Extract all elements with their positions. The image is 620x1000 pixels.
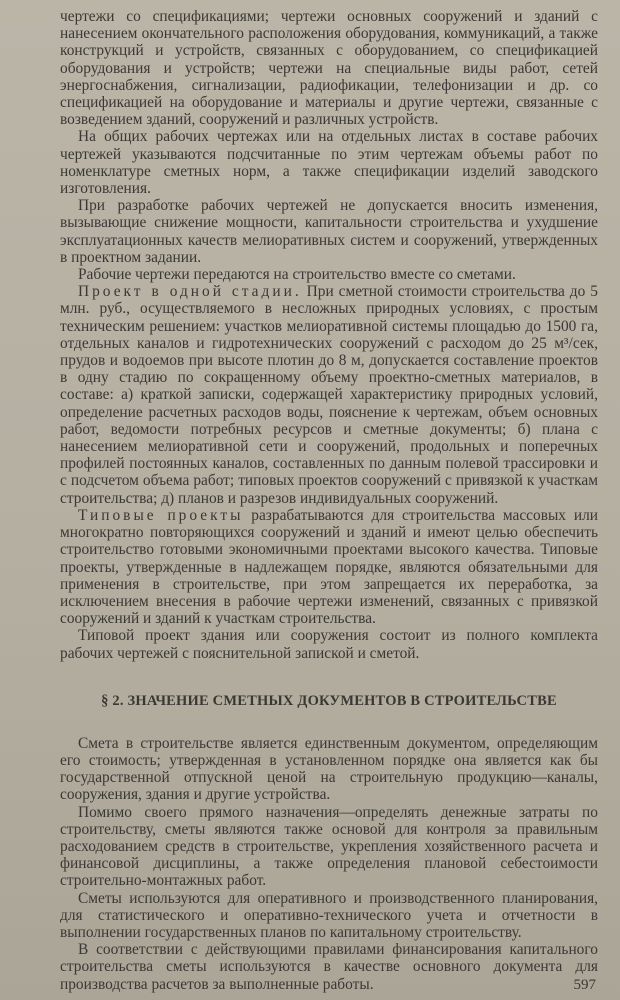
typical-projects-text: разрабатываются для строительства массовых или многократно повторяющихся сооружений и зданий и имеют целью обеспечить строительство готовыми экономичными проектами высокого качества. Типовые проекты, утвержденные в надлежащем порядке, являются обязательными для применения в строительстве, при этом запрещается их переработка, за исключением внесения в рабочие чертежи изменений, связанных с привязкой сооружений и зданий к участкам строительства. (60, 506, 598, 628)
page-number: 597 (573, 977, 596, 993)
paragraph-work-volumes: На общих рабочих чертежах или на отдельных листах в составе рабочих чертежей указываются подсчитанные по этим чертежам объемы работ по номенклатуре сметных норм, а также спецификации изделий заводского изготовления. (60, 128, 598, 198)
paragraph-estimate-planning: Сметы используются для оперативного и производственного планирования, для статистического и оперативно-технического учета и отчетности в выполнении государственных планов по капитальному строительству. (60, 889, 598, 941)
typical-projects-label: Типовые проекты (78, 506, 244, 524)
one-stage-text: При сметной стоимости строительства до 5 млн. руб., осуществляемого в несложных природных условиях, с простым техническим решением: участков мелиоративной системы площадью до 1500 га, отдельных каналов и гидротехнических сооружений с расходом до 25 м³/сек, прудов и водоемов при высоте плотин до 8 м, допускается составление проектов в одну стадию по сокращенному объему проектно-сметных материалов, в составе: а) краткой записки, содержащей характеристику природных условий, определение расчетных расходов воды, пояснение к чертежам, объем основных работ, ведомости потребных ресурсов и сметные документы; б) плана с нанесением мелиоративной сети и сооружений, продольных и поперечных профилей постоянных каналов, составленных по данным полевой трассировки и с подсчетом объема работ; типовых проектов сооружений с привязкой к участкам строительства; д) планов и разрезов индивидуальных сооружений. (60, 283, 598, 507)
paragraph-typical-composition: Типовой проект здания или сооружения состоит из полного комплекта рабочих чертежей с пояснительной запиской и сметой. (60, 627, 598, 662)
paragraph-drawings-list: чертежи со спецификациями; чертежи основных сооружений и зданий с нанесением окончательного расположения оборудования, коммуникаций, а также конструкций и устройств, связанных с оборудованием, со спецификацией оборудования и устройств; чертежи на специальные виды работ, сетей энергоснабжения, сигнализации, радиофикации, телефонизации и др. со спецификацией на оборудование и материалы и другие чертежи, связанные с возведением зданий, сооружений и различных устройств. (60, 8, 598, 129)
one-stage-label: Проект в одной стадии. (78, 283, 302, 301)
paragraph-transfer: Рабочие чертежи передаются на строительство вместе со сметами. (78, 266, 516, 284)
paragraph-estimate-definition: Смета в строительстве является единственным документом, определяющим его стоимость; утвержденная в установленном порядке она является как бы государственной отпускной ценой на строительную продукцию—каналы, сооружения, здания и другие устройства. (60, 734, 598, 804)
section-heading: § 2. ЗНАЧЕНИЕ СМЕТНЫХ ДОКУМЕНТОВ В СТРОИТЕЛЬСТВЕ (101, 692, 557, 709)
paragraph-one-stage (60, 283, 598, 507)
paragraph-typical-projects (60, 507, 598, 627)
paragraph-estimate-financing: В соответствии с действующими правилами финансирования капитального строительства сметы используются в качестве основного документа для производства расчетов за выполненные работы. (60, 941, 598, 993)
paragraph-no-changes: При разработке рабочих чертежей не допускается вносить изменения, вызывающие снижение мощности, капитальности строительства и ухудшение эксплуатационных качеств мелиоративных систем и сооружений, утвержденных в проектном задании. (60, 197, 598, 266)
paragraph-estimate-control: Помимо своего прямого назначения—определять денежные затраты по строительству, сметы являются также основой для контроля за правильным расходованием средств в строительстве, укрепления хозяйственного расчета и финансовой дисциплины, а также определения плановой себестоимости строительно-монтажных работ. (60, 803, 598, 890)
